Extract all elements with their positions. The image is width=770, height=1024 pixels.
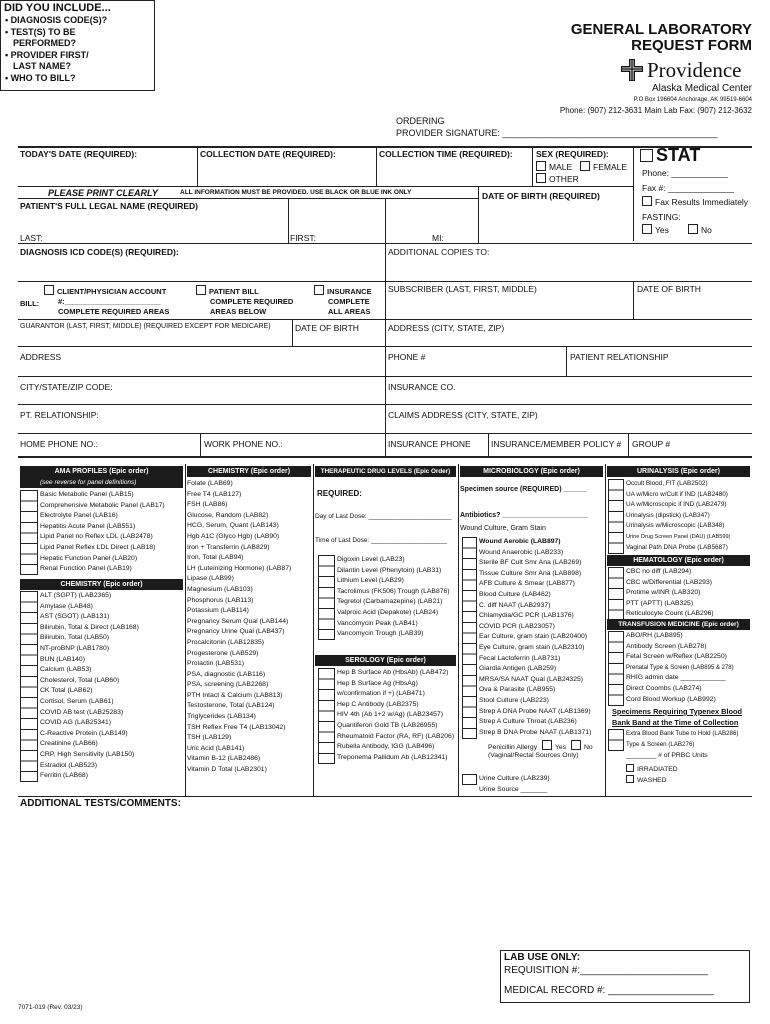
ua-list [626,479,730,553]
tm-item[interactable]: RHIG admin date ____________ [626,674,726,682]
sex-female-checkbox[interactable] [580,161,627,172]
chem-item[interactable]: TSH (LAB129) [187,734,232,742]
micro-item[interactable]: Chlamydia/GC PCR (LAB1376) [479,612,574,620]
tdl-item[interactable]: Lithium Level (LAB29) [337,577,404,585]
chem-item[interactable]: Pregnancy Urine Qual (LAB437) [187,628,285,636]
reminder-item: PERFORMED? [13,38,76,48]
micro-item[interactable]: Giardia Antigen (LAB259) [479,665,557,673]
serology-item[interactable]: w/confirmation if +) (LAB471) [337,690,425,698]
serology-item[interactable]: Hep B Surface Ab (HbsAb) (LAB472) [337,669,449,676]
micro-item[interactable]: MRSA/SA NAAT Qual (LAB24325) [479,675,584,683]
heme-checkbox-column[interactable] [608,567,624,621]
chem-item[interactable]: Pregnancy Serum Qual (LAB144) [187,617,289,625]
serology-item[interactable]: HIV 4th (Ab 1+2 w/Ag) (LAB23457) [337,711,443,719]
bill-insurance-checkbox[interactable] [314,285,372,317]
chem-item[interactable]: FSH (LAB86) [187,501,228,509]
sex-female-label: FEMALE [593,162,628,172]
vaginal-note: (Vaginal/Rectal Sources Only) [488,752,579,759]
micro-item[interactable]: Strep A Culture Throat (LAB236) [479,718,577,726]
micro-item[interactable]: Sterile BF Cult Smr Ana (LAB269) [479,559,582,567]
specimen-source-field[interactable]: Specimen source (REQUIRED) ______ [460,486,587,493]
tdl-item[interactable]: Tacrolimus (FK506) Trough (LAB876) [337,587,450,595]
tdl-item[interactable]: Tegretol (Carbamazepine) (LAB21) [337,598,443,606]
chem-item[interactable]: Uric Acid (LAB141) [187,744,245,752]
lab-use-title: LAB USE ONLY: [504,952,581,963]
micro-item[interactable]: Strep A DNA Probe NAAT (LAB1369) [479,707,591,715]
lab-phones: Phone: (907) 212-3631 Main Lab Fax: (907) 212-3632 [559,106,752,115]
chem-item[interactable]: NT-proBNP (LAB1780) [40,644,110,652]
chem-item[interactable]: Amylase (LAB48) [40,602,93,610]
chem-item[interactable]: Vitamin B-12 (LAB2486) [187,755,261,763]
ua-item[interactable]: Urinalysis (dipstick) (LAB347) [626,511,710,519]
bill-client-checkbox[interactable] [44,285,169,317]
chem-item[interactable]: Estradiol (LAB523) [40,761,98,769]
micro-item[interactable]: Ova & Parasite (LAB955) [479,686,556,694]
micro-checkbox-column[interactable] [462,537,477,739]
chem-item[interactable]: LH (Luteinizing Hormone) (LAB87) [187,564,292,572]
bill-patient-label: PATIENT BILL [209,287,259,296]
ink-instructions: ALL INFORMATION MUST BE PROVIDED. USE BLACK OR BLUE INK ONLY [180,189,412,196]
serology-checkbox-column[interactable] [318,668,335,764]
serology-item[interactable]: Rheumatoid Factor (RA, RF) (LAB206) [337,732,455,740]
ua-checkbox-column[interactable] [608,479,624,554]
chem-item[interactable]: Folate (LAB69) [187,480,233,487]
lab-address: P.O Box 196604 Anchorage, AK 99519-6604 [633,97,752,103]
insurance-required-note2: ALL AREAS [328,307,371,316]
ua-item[interactable]: UA w/Micro w/Cult if IND (LAB2480) [626,490,728,498]
ua-item[interactable]: Urine Drug Screen Panel (DAU) (LAB599) [626,533,731,540]
serology-header: SEROLOGY (Epic order) [315,655,456,666]
ama-note: (see reverse for panel definitions) [20,477,183,488]
tm-item[interactable]: Antibody Screen (LAB278) [626,642,707,650]
reminder-item: LAST NAME? [13,61,71,71]
chem-item[interactable]: Potassium (LAB114) [187,607,249,615]
chem1-checkbox-column[interactable] [20,591,38,782]
tm2-list [626,729,738,750]
chem-item[interactable]: Phosphorus (LAB113) [187,596,254,604]
chem-item[interactable]: TSH Reflex Free T4 (LAB13042) [187,723,286,731]
home-phone-field[interactable]: HOME PHONE NO.: [20,439,98,449]
guarantor-field[interactable]: GUARANTOR (LAST, FIRST, MIDDLE) (REQUIRED EXCEPT FOR MEDICARE) [20,323,271,330]
city-state-zip-field[interactable]: CITY/STATE/ZIP CODE: [20,382,113,392]
penicillin-allergy-label: Penicillin Allergy [488,744,538,751]
irradiated-checkbox[interactable] [626,764,678,773]
guarantor-dob-field[interactable]: DATE OF BIRTH [295,323,359,333]
insurance-required-note: COMPLETE [328,297,370,306]
form-title [571,22,752,54]
subscriber-phone-field[interactable]: PHONE # [388,352,426,362]
typenex-note-line1: Specimens Requiring Typenex Blood [612,707,743,716]
sex-other-label: OTHER [549,174,579,184]
chem1-list [40,591,139,782]
tm-item[interactable]: ABO/RH (LAB895) [626,632,683,639]
provider-signature-field[interactable]: PROVIDER SIGNATURE: ___________________________________________ [396,128,718,138]
last-dose-time-field[interactable]: Time of Last Dose: _____________________ [315,537,448,544]
brand-name: Providence [647,58,742,82]
serology-item[interactable]: Hep C Antibody (LAB2375) [337,700,419,708]
washed-label: WASHED [637,777,667,784]
type-screen-item[interactable]: Type & Screen (LAB276) [626,740,695,748]
ama-item[interactable]: Electrolyte Panel (LAB16) [40,512,118,520]
chem-item[interactable]: PTH Intact & Calcium (LAB813) [187,691,283,699]
heme-item[interactable]: Reticulocyte Count (LAB296) [626,610,714,618]
chem-item[interactable]: COVID AG (LAB25341) [40,719,112,727]
fax-results-label: Fax Results Immediately [655,197,749,207]
ama-profiles-header: AMA PROFILES (Epic order) [20,466,183,477]
chem-item[interactable]: Testosterone, Total (LAB124) [187,702,275,710]
tm-checkbox-column[interactable] [608,631,624,706]
micro-item[interactable]: Eye Culture, gram stain (LAB2310) [479,643,585,651]
heme-item[interactable]: PTT (APTT) (LAB325) [626,599,694,607]
chem-item[interactable]: C-Reactive Protein (LAB149) [40,729,128,737]
brand-subtitle: Alaska Medical Center [651,83,752,94]
chem-item[interactable]: CRP, High Sensitivity (LAB150) [40,750,135,758]
patient-dob-field[interactable]: DATE OF BIRTH (REQUIRED) [482,191,600,201]
tm2-checkbox-column[interactable] [608,729,624,751]
antibiotics-field[interactable]: Antibiotics? ______________________ [460,512,589,519]
micro-item[interactable]: Wound Aerobic (LAB897) [479,538,561,545]
fasting-no-checkbox[interactable] [688,224,712,235]
guarantor-address-field[interactable]: ADDRESS [20,352,62,362]
micro-item[interactable]: AFB Culture & Smear (LAB877) [479,580,575,588]
stat-checkbox[interactable] [640,145,700,166]
chem-item[interactable]: Ferritin (LAB68) [40,772,88,780]
micro-item[interactable]: Tissue Culture Smr Ana (LAB898) [479,569,582,577]
account-number-field[interactable]: #:_______________________ [58,297,161,306]
tdl-item[interactable]: Digoxin Level (LAB23) [337,556,405,563]
ama-list [40,490,165,575]
diagnosis-codes-field[interactable]: DIAGNOSIS ICD CODE(S) (REQUIRED): [20,247,179,257]
urine-culture-checkbox[interactable] [462,774,477,785]
chemistry2-header: CHEMISTRY (Epic order) [187,466,311,477]
tm-item[interactable]: Direct Coombs (LAB274) [626,684,702,692]
serology-item[interactable]: Hep B Surface Ag (HbsAg) [337,679,418,687]
chem-item[interactable]: Triglycerides (LAB134) [187,713,256,721]
sex-male-label: MALE [549,162,573,172]
microbiology-header: MICROBIOLOGY (Epic order) [460,466,603,477]
bill-label: BILL: [20,299,40,308]
fasting-label: FASTING: [642,212,681,222]
fasting-yes-checkbox[interactable] [642,224,669,235]
form-number: 7071-019 (Rev. 03/23) [18,1004,83,1011]
ua-item[interactable]: Vaginal Path DNA Probe (LAB5687) [626,543,728,551]
policy-number-field[interactable]: INSURANCE/MEMBER POLICY # [491,439,622,449]
collection-time-field[interactable]: COLLECTION TIME (REQUIRED): [379,149,513,159]
chem-item[interactable]: Procalcitonin (LAB12835) [187,638,265,646]
heme-list [626,567,714,620]
heme-item[interactable]: CBC no diff (LAB294) [626,568,692,575]
chem-item[interactable]: Vitamin D Total (LAB2301) [187,766,267,774]
reminder-item: • PROVIDER FIRST/ [5,49,89,60]
micro-item[interactable]: Blood Culture (LAB462) [479,590,551,598]
reminder-title: DID YOU INCLUDE... [4,2,111,14]
serology-item[interactable]: Rubella Antibody, IGG (LAB496) [337,743,435,751]
urine-culture-label[interactable]: Urine Culture (LAB239) [479,775,550,782]
chemistry-header: CHEMISTRY (Epic order) [20,579,183,590]
irradiated-label: IRRADIATED [637,766,678,773]
ua-item[interactable]: UA w/Microscopic if IND (LAB2479) [626,501,727,509]
tdl-header: THERAPEUTIC DRUG LEVELS (Epic Order) [315,466,456,477]
stat-phone-field[interactable]: Phone: ____________ [642,168,729,178]
stat-fax-field[interactable]: Fax #: ______________ [642,183,735,193]
serology-list [337,668,454,763]
ama-item[interactable]: Basic Metabolic Panel (LAB15) [40,491,134,498]
extra-tube-item[interactable]: Extra Blood Bank Tube to Hold (LAB286) [626,730,739,737]
chem-item[interactable]: Progesterone (LAB529) [187,649,259,657]
group-number-field[interactable]: GROUP # [632,439,671,449]
tdl-item[interactable]: Valproic Acid (Depakote) (LAB24) [337,608,439,616]
bill-client-label: CLIENT/PHYSICIAN ACCOUNT [57,287,167,296]
urine-source-field[interactable]: Urine Source _______ [479,786,548,793]
ama-item[interactable]: Hepatitis Acute Panel (LAB551) [40,522,136,530]
chem-item[interactable]: CK Total (LAB62) [40,687,93,695]
insurance-phone-field[interactable]: INSURANCE PHONE [388,439,471,449]
pcn-no-label: No [584,744,593,751]
additional-copies-field[interactable]: ADDITIONAL COPIES TO: [388,247,490,257]
subscriber-address-field[interactable]: ADDRESS (CITY, STATE, ZIP) [388,323,505,333]
fasting-yes-label: Yes [655,225,669,235]
typenex-note-line2: Bank Band at the Time of Collection [612,718,739,727]
tm-item[interactable]: Prenatal Type & Screen (LAB895 & 278) [626,664,734,671]
tm-item[interactable]: Cord Blood Workup (LAB992) [626,695,716,703]
chem-item[interactable]: BUN (LAB140) [40,655,85,663]
micro-item[interactable]: Stool Culture (LAB223) [479,696,549,704]
micro-item[interactable]: Wound Anaerobic (LAB233) [479,548,564,556]
chem-item[interactable]: HCG, Serum, Quant (LAB143) [187,522,279,530]
chem-item[interactable]: Bilirubin, Total & Direct (LAB168) [40,623,139,631]
chem-item[interactable]: Creatinine (LAB66) [40,740,98,748]
middle-initial-field[interactable]: MI: [432,233,444,243]
work-phone-field[interactable]: WORK PHONE NO.: [204,439,283,449]
chem-item[interactable]: Free T4 (LAB127) [187,490,242,498]
tdl-item[interactable]: Dilantin Level (Phenytoin) (LAB31) [337,566,442,574]
serology-item[interactable]: Quantiferon Gold TB (LAB26955) [337,721,438,729]
ama-item[interactable]: Comprehensive Metabolic Panel (LAB17) [40,501,165,509]
reminder-item: • TEST(S) TO BE [5,26,76,37]
ua-item[interactable]: Urinalysis w/Microscopic (LAB348) [626,522,725,530]
micro-item[interactable]: Fecal Lactoferrin (LAB731) [479,654,561,662]
insurance-company-field[interactable]: INSURANCE CO. [388,382,456,392]
chem-item[interactable]: Magnesium (LAB103) [187,585,253,593]
ua-item[interactable]: Occult Blood, FIT (LAB2502) [626,480,708,487]
stat-label: STAT [656,145,701,165]
hematology-header: HEMATOLOGY (Epic order) [607,555,750,566]
subscriber-field[interactable]: SUBSCRIBER (LAST, FIRST, MIDDLE) [388,284,537,294]
chem-item[interactable]: Glucose, Random (LAB82) [187,511,269,519]
providence-logo-icon [620,58,644,87]
patient-required-note: COMPLETE REQUIRED [210,297,294,306]
micro-item[interactable]: C. diff NAAT (LAB2937) [479,601,551,609]
claims-address-field[interactable]: CLAIMS ADDRESS (CITY, STATE, ZIP) [388,410,538,420]
tdl-required: REQUIRED: [317,489,362,498]
sex-label: SEX (REQUIRED): [536,149,609,159]
chem-item[interactable]: Cholesterol, Total (LAB60) [40,676,120,684]
pcn-yes-label: Yes [555,744,567,751]
additional-tests-field[interactable]: ADDITIONAL TESTS/COMMENTS: [20,798,181,809]
bill-patient-checkbox[interactable] [196,285,293,317]
chem-item[interactable]: Lipase (LAB99) [187,575,234,583]
ama-checkbox-column[interactable] [20,490,38,575]
ama-item[interactable]: Lipid Panel Reflex LDL Direct (LAB18) [40,543,156,551]
transfusion-header: TRANSFUSION MEDICINE (Epic order) [607,619,750,630]
chem2-list [187,479,291,776]
micro-item[interactable]: Ear Culture, gram stain (LAB20400) [479,633,588,641]
reminder-item: • DIAGNOSIS CODE(S)? [5,15,108,25]
chem-item[interactable]: Hgb A1C (Glyco Hgb) (LAB90) [187,532,280,540]
ordering-label: ORDERING [396,116,445,126]
chem-item[interactable]: Iron + Transferrin (LAB829) [187,543,270,551]
bill-insurance-label: INSURANCE [327,287,372,296]
pt-relationship-field[interactable]: PT. RELATIONSHIP: [20,410,99,420]
tm-list [626,631,734,705]
chem-item[interactable]: ALT (SGPT) (LAB2365) [40,592,112,599]
chem-item[interactable]: Bilirubin, Total (LAB50) [40,634,110,642]
first-name-field[interactable]: FIRST: [290,233,316,243]
subscriber-dob-field[interactable]: DATE OF BIRTH [637,284,701,294]
chem-item[interactable]: COVID AB test (LAB25283) [40,708,124,716]
chem-item[interactable]: Calcium (LAB53) [40,666,92,674]
heme-item[interactable]: Protime w/INR (LAB320) [626,589,701,597]
last-name-field[interactable]: LAST: [20,233,43,243]
client-required-note: COMPLETE REQUIRED AREAS [58,307,170,316]
chem-item[interactable]: Cortisol, Serum (LAB61) [40,697,114,705]
wound-culture-label: Wound Culture, Gram Stain [460,525,546,532]
typenex-note [612,706,742,728]
micro-item[interactable]: COVID PCR (LAB23057) [479,622,555,630]
sex-male-checkbox[interactable] [536,161,572,172]
patient-relationship-field[interactable]: PATIENT RELATIONSHIP [570,352,669,362]
tdl-list [337,555,450,640]
chem-item[interactable]: PSA, diagnostic (LAB116) [187,670,266,678]
pcn-yes-checkbox[interactable] [542,740,552,750]
chem-item[interactable]: Prolactin (LAB531) [187,660,245,668]
washed-checkbox[interactable] [626,775,667,784]
fax-results-checkbox[interactable] [642,196,748,207]
tdl-checkbox-column[interactable] [318,555,335,640]
ama-item[interactable]: Lipid Panel no Reflex LDL (LAB2478) [40,533,153,541]
micro-item[interactable]: Strep B DNA Probe NAAT (LAB1371) [479,728,592,736]
print-clearly-note: PLEASE PRINT CLEARLY [48,188,158,198]
pcn-no-checkbox[interactable] [571,740,581,750]
tdl-item[interactable]: Vancomycin Trough (LAB39) [337,630,424,638]
chem-item[interactable]: Iron, Total (LAB94) [187,554,244,562]
todays-date-field[interactable]: TODAY'S DATE (REQUIRED): [20,149,138,159]
form-title-line1: GENERAL LABORATORY [570,21,752,38]
fasting-no-label: No [701,225,712,235]
chem-item[interactable]: PSA, screening (LAB2268) [187,681,269,689]
micro-list [479,537,591,738]
prbc-units-field[interactable]: ________ # of PRBC Units [626,752,708,759]
last-dose-day-field[interactable]: Day of Last Dose: _______________________ [315,513,452,520]
urinalysis-header: URINALYSIS (Epic order) [607,466,750,477]
form-title-line2: REQUEST FORM [631,37,752,54]
collection-date-field[interactable]: COLLECTION DATE (REQUIRED): [200,149,336,159]
ama-item[interactable]: Renal Function Panel (LAB19) [40,565,132,573]
requisition-field[interactable]: REQUISITION #:_______________________ [504,965,709,976]
ama-item[interactable]: Hepatic Function Panel (LAB20) [40,554,138,562]
tm-item[interactable]: Fetal Screen w/Reflex (LAB2250) [626,653,727,661]
sex-other-checkbox[interactable] [536,173,579,184]
heme-item[interactable]: CBC w/Differential (LAB293) [626,578,713,586]
serology-item[interactable]: Treponema Pallidum Ab (LAB12341) [337,753,448,761]
patient-required-note2: AREAS BELOW [210,307,267,316]
reminder-item: • WHO TO BILL? [5,72,76,83]
medical-record-field[interactable]: MEDICAL RECORD #: ___________________ [504,985,714,996]
penicillin-allergy-row [488,740,593,751]
tdl-item[interactable]: Vancomycin Peak (LAB41) [337,619,418,627]
chem-item[interactable]: AST (SGOT) (LAB131) [40,613,110,621]
patient-name-field[interactable]: PATIENT'S FULL LEGAL NAME (REQUIRED) [20,201,199,211]
reminder-box [0,0,155,91]
